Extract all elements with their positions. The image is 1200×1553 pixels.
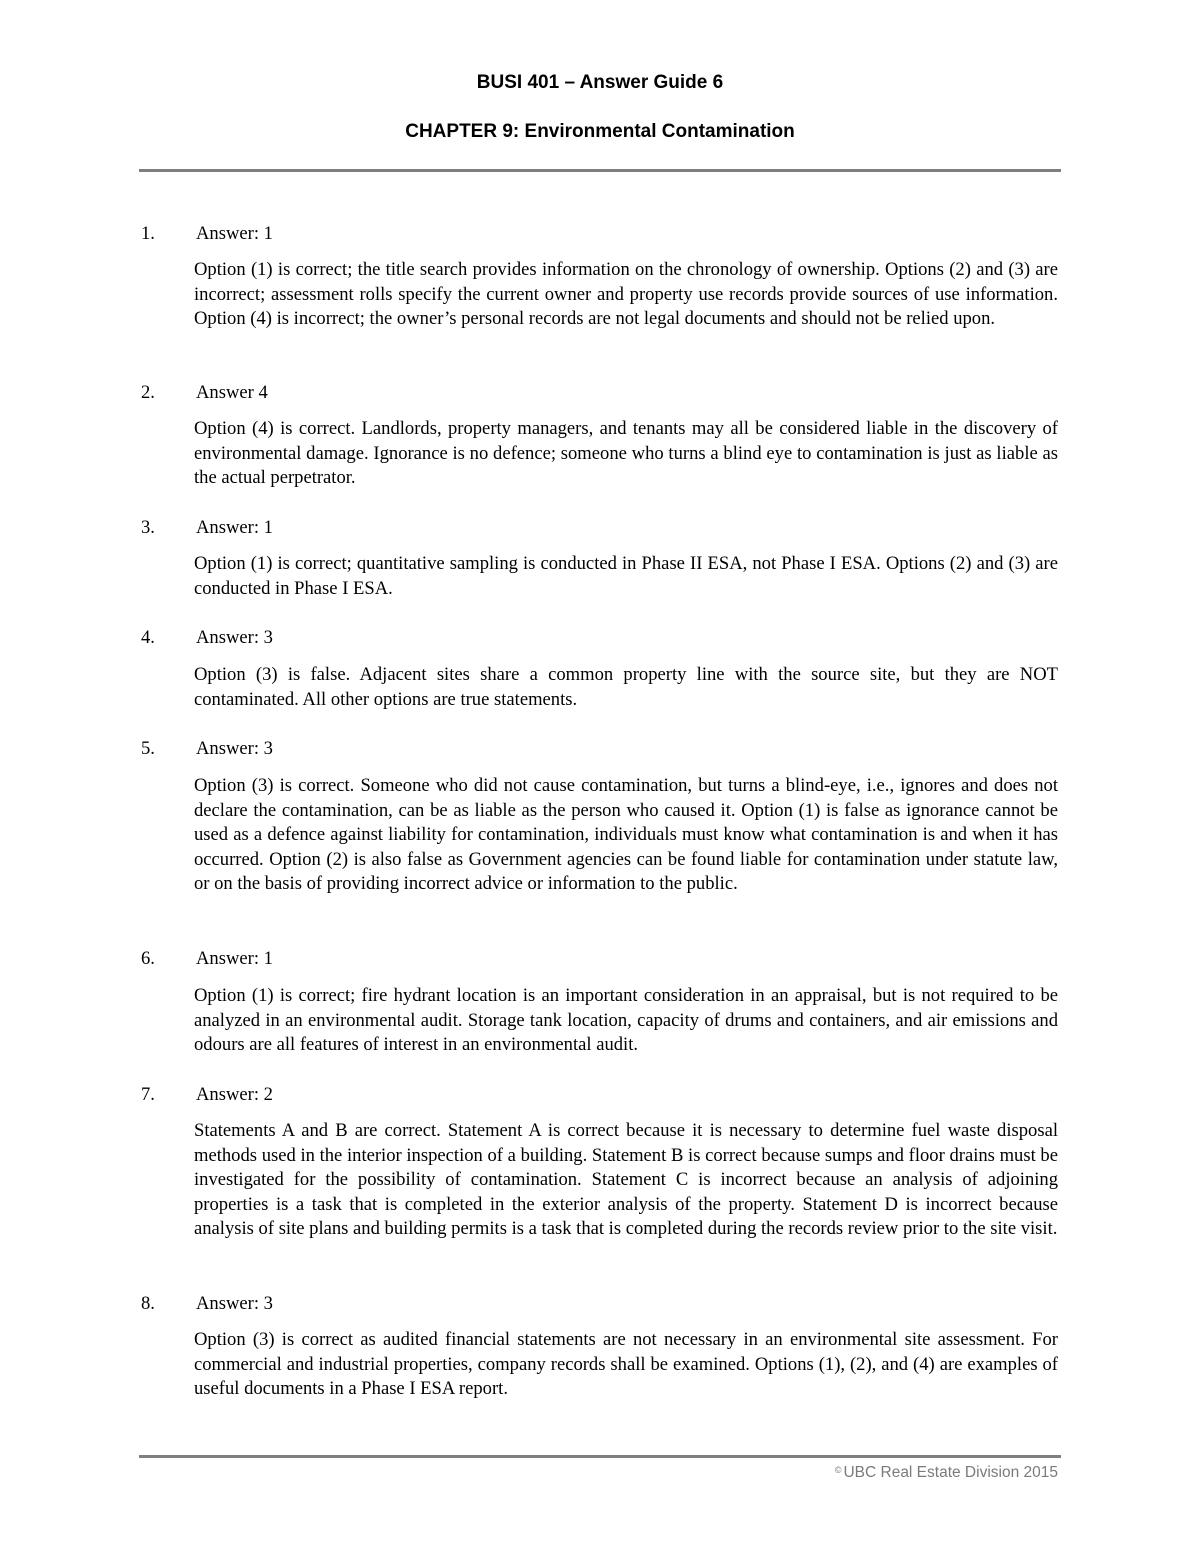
item-number: 7. — [141, 1084, 155, 1105]
item-explanation: Option (1) is correct; fire hydrant location is an important consideration in an appraisal, but is not required to be analyzed in an environmental audit. Storage tank location, capacity of drums and containers, and air emissions and odours are all features of interest in an environmental audit. — [194, 985, 1058, 1056]
item-explanation: Option (1) is correct; quantitative sampling is conducted in Phase II ESA, not Phase I ESA. Options (2) and (3) are conducted in Phase I ESA. — [194, 553, 1058, 599]
copyright-footer — [835, 1464, 1058, 1482]
chapter-heading: CHAPTER 9: Environmental Contamination — [405, 121, 795, 142]
item-number: 8. — [141, 1293, 155, 1314]
item-answer: Answer: 3 — [196, 738, 273, 759]
footer-divider — [139, 1455, 1061, 1458]
item-explanation: Option (4) is correct. Landlords, property managers, and tenants may all be considered liable in the discovery of environmental damage. Ignorance is no defence; someone who turns a blind eye to contamination is just as liable as the actual perpetrator. — [194, 418, 1058, 489]
item-explanation: Option (3) is correct. Someone who did not cause contamination, but turns a blind-eye, i.e., ignores and does not declare the contamination, can be as liable as the person who caused it. Option (1) is false as ignorance cannot be used as a defence against liability for contamination, individuals must know what contamination is and when it has occurred. Option (2) is also false as Government agencies can be found liable for contamination under statute law, or on the basis of providing incorrect advice or information to the public. — [194, 775, 1058, 895]
document-title: BUSI 401 – Answer Guide 6 — [476, 72, 724, 93]
item-answer: Answer: 1 — [196, 223, 273, 244]
item-number: 6. — [141, 948, 155, 969]
item-answer: Answer: 1 — [196, 948, 273, 969]
header-divider — [139, 169, 1061, 172]
item-number: 2. — [141, 382, 155, 403]
item-explanation: Option (1) is correct; the title search provides information on the chronology of ownership. Options (2) and (3) are incorrect; assessment rolls specify the current owner and property use records provide sources of use information. Option (4) is incorrect; the owner’s personal records are not legal documents and should not be relied upon. — [194, 259, 1058, 330]
item-number: 3. — [141, 517, 155, 538]
item-number: 4. — [141, 627, 155, 648]
item-explanation: Option (3) is false. Adjacent sites share a common property line with the source site, but they are NOT contaminated. All other options are true statements. — [194, 664, 1058, 710]
copyright-symbol: © — [834, 1465, 842, 1475]
item-answer: Answer: 3 — [196, 627, 273, 648]
copyright-text: UBC Real Estate Division 2015 — [843, 1464, 1058, 1481]
item-answer: Answer: 3 — [196, 1293, 273, 1314]
item-answer: Answer 4 — [196, 382, 268, 403]
item-number: 1. — [141, 223, 155, 244]
item-explanation: Option (3) is correct as audited financial statements are not necessary in an environmental site assessment. For commercial and industrial properties, company records shall be examined. Options (1), (2), and (4) are examples of useful documents in a Phase I ESA report. — [194, 1329, 1058, 1400]
item-explanation: Statements A and B are correct. Statement A is correct because it is necessary to determine fuel waste disposal methods used in the interior inspection of a building. Statement B is correct because sumps and floor drains must be investigated for the possibility of contamination. Statement C is incorrect because an analysis of adjoining properties is a task that is completed in the exterior analysis of the property. Statement D is incorrect because analysis of site plans and building permits is a task that is completed during the records review prior to the site visit. — [194, 1120, 1058, 1240]
item-answer: Answer: 2 — [196, 1084, 273, 1105]
item-answer: Answer: 1 — [196, 517, 273, 538]
item-number: 5. — [141, 738, 155, 759]
